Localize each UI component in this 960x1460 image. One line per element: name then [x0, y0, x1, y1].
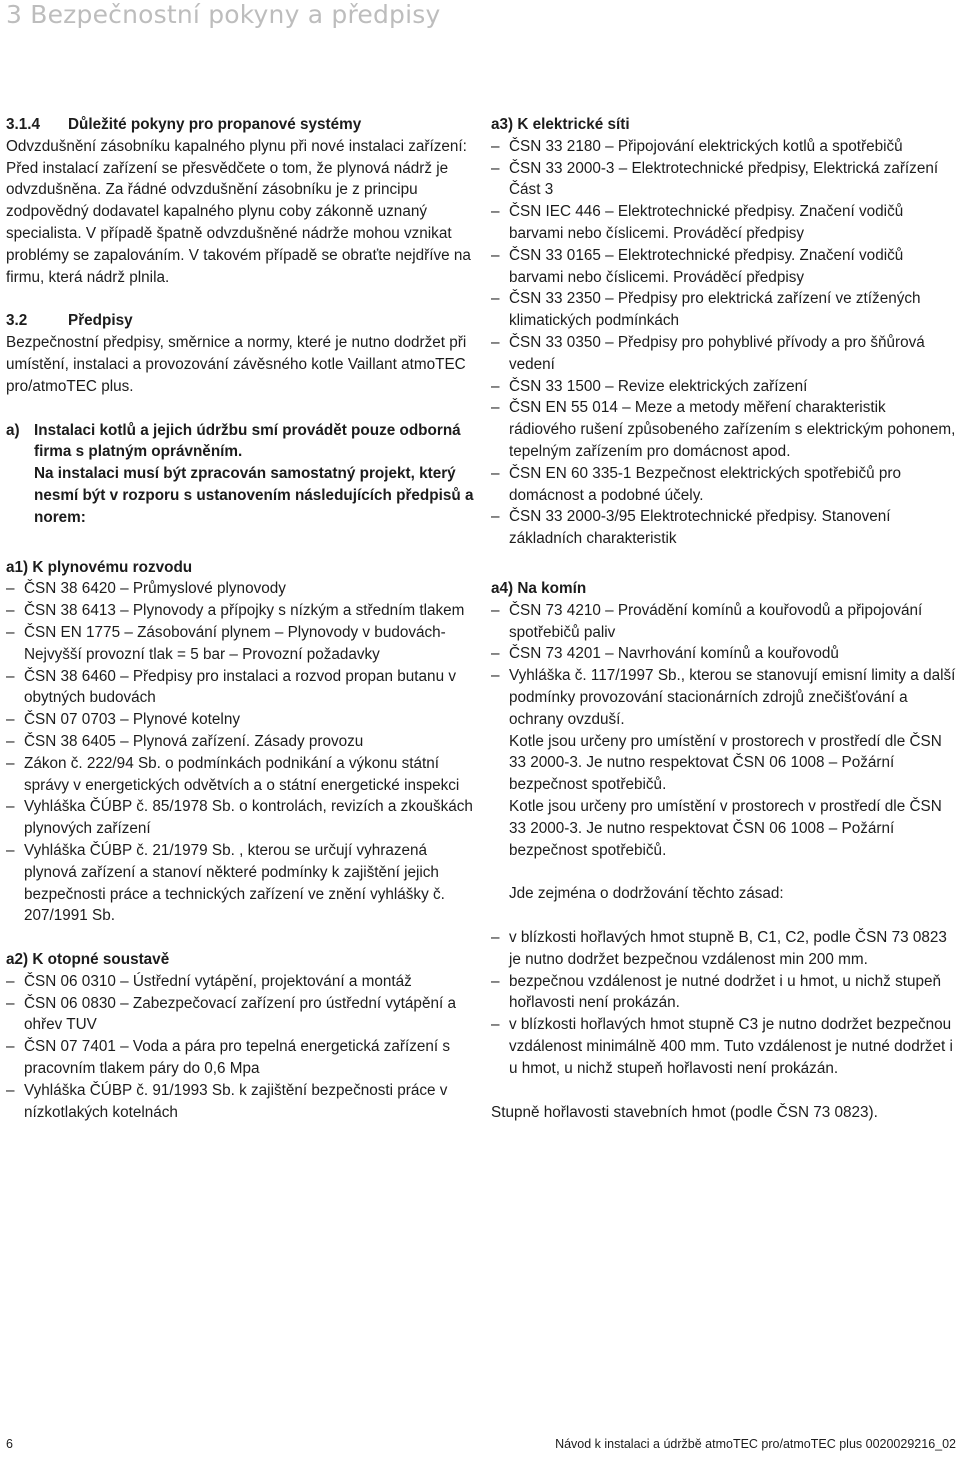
- principles-list: [491, 927, 956, 1080]
- list-item: – Vyhláška ČÚBP č. 21/1979 Sb. , kterou se určují vyhrazená plynová zařízení a stanoví některé podmínky k zajištění jejich bezpečnosti práce a technických zařízení ve znění vyhlášky č. 207/1991 Sb.: [6, 841, 445, 925]
- list-item: – ČSN 33 2180 – Připojování elektrických kotlů a spotřebičů: [491, 137, 903, 155]
- alert-block: [6, 420, 476, 529]
- list-item: – v blízkosti hořlavých hmot stupně C3 je nutno dodržet bezpečnou vzdálenost minimálně 400 mm. Tuto vzdálenost je nutné dodržet i u hmot, u nichž stupeň hořlavosti není prokázán.: [491, 1016, 953, 1077]
- section-title: Předpisy: [68, 312, 133, 330]
- a3-list: [491, 136, 956, 550]
- list-item: – v blízkosti hořlavých hmot stupně B, C1, C2, podle ČSN 73 0823 je nutno dodržet bezpečnou vzdálenost min 200 mm.: [491, 929, 947, 968]
- section-title: Důležité pokyny pro propanové systémy: [68, 116, 362, 133]
- list-item: – ČSN 38 6420 – Průmyslové plynovody: [6, 580, 286, 598]
- list-item: – ČSN 06 0310 – Ústřední vytápění, projektování a montáž: [6, 972, 412, 990]
- section-number: 3.2: [6, 312, 28, 330]
- section-3-2-body: Bezpečnostní předpisy, směrnice a normy, které je nutno dodržet při umístění, instalaci a provozování závěsného kotle Vaillant atmoTEC pro/atmoTEC plus.: [6, 334, 467, 395]
- list-item: – ČSN 33 0350 – Předpisy pro pohyblivé přívody a pro šňůrová vedení: [491, 333, 925, 373]
- list-item: – ČSN IEC 446 – Elektrotechnické předpisy. Značení vodičů barvami nebo číslicemi. Prováděcí předpisy: [491, 203, 904, 242]
- list-item: – ČSN 38 6413 – Plynovody a přípojky s nízkým a středním tlakem: [6, 602, 465, 620]
- alert-line-2: Na instalaci musí být zpracován samostatný projekt, který nesmí být v rozporu s ustanovením následujících předpisů a norem:: [34, 465, 474, 526]
- list-item: – ČSN 06 0830 – Zabezpečovací zařízení pro ústřední vytápění a ohřev TUV: [6, 994, 456, 1034]
- alert-label: a): [6, 421, 20, 439]
- list-item: – ČSN 07 0703 – Plynové kotelny: [6, 711, 240, 729]
- page-header-title: 3 Bezpečnostní pokyny a předpisy: [6, 0, 441, 29]
- list-item: – Zákon č. 222/94 Sb. o podmínkách podnikání a výkonu státní správy v energetických odvětvích a o státní energetické inspekci: [6, 754, 460, 794]
- list-item: – ČSN 07 7401 – Voda a pára pro tepelná energetická zařízení s pracovním tlakem páry do 0,6 Mpa: [6, 1038, 451, 1078]
- a4-note-1: Kotle jsou určeny pro umístění v prostorech v prostředí dle ČSN 33 2000-3. Je nutno respektovat ČSN 06 1008 – Požární bezpečnost spotřebičů.: [509, 732, 942, 794]
- list-item: – ČSN EN 1775 – Zásobování plynem – Plynovody v budovách- Nejvyšší provozní tlak = 5 bar – Provozní požadavky: [6, 623, 446, 663]
- list-item: – ČSN EN 55 014 – Meze a metody měření charakteristik rádiového rušení způsobeného zařízením s elektrickým pohonem, tepelným zařízením pro domácnost apod.: [491, 399, 956, 460]
- alert-line-1: Instalaci kotlů a jejich údržbu smí provádět pouze odborná firma s platným oprávněním.: [34, 421, 461, 461]
- a4-note-2: Kotle jsou určeny pro umístění v prostorech v prostředí dle ČSN 33 2000-3. Je nutno respektovat ČSN 06 1008 – Požární bezpečnost spotřebičů.: [509, 797, 942, 859]
- list-item: – ČSN 38 6405 – Plynová zařízení. Zásady provozu: [6, 732, 364, 750]
- list-item: – ČSN EN 60 335-1 Bezpečnost elektrických spotřebičů pro domácnost a podobné účely.: [491, 464, 901, 504]
- footer-doc-ref: Návod k instalaci a údržbě atmoTEC pro/atmoTEC plus 0020029216_02: [555, 1437, 956, 1451]
- list-item: – ČSN 33 0165 – Elektrotechnické předpisy. Značení vodičů barvami nebo číslicemi. Prováděcí předpisy: [491, 246, 904, 286]
- list-item: – ČSN 33 2350 – Předpisy pro elektrická zařízení ve ztížených klimatických podmínkách: [491, 290, 921, 330]
- section-3-1-4-subtitle: Odvzdušnění zásobníku kapalného plynu při nové instalaci zařízení:: [6, 137, 467, 155]
- a3-section: [491, 114, 956, 550]
- a4-list: [491, 600, 956, 731]
- principles-intro: Jde zejména o dodržování těchto zásad:: [509, 885, 784, 903]
- list-item: – bezpečnou vzdálenost je nutné dodržet i u hmot, u nichž stupeň hořlavosti není prokázán.: [491, 972, 941, 1012]
- a4-section: [491, 578, 956, 1124]
- list-item: – ČSN 73 4210 – Provádění komínů a kouřovodů a připojování spotřebičů paliv: [491, 601, 923, 641]
- list-item: – ČSN 33 2000-3/95 Elektrotechnické předpisy. Stanovení základních charakteristik: [491, 508, 891, 548]
- a2-section: [6, 949, 476, 1123]
- section-number: 3.1.4: [6, 116, 41, 133]
- left-column: [6, 114, 476, 1123]
- list-item: – ČSN 73 4201 – Navrhování komínů a kouřovodů: [491, 645, 839, 663]
- section-3-2: [6, 310, 476, 397]
- a4-closing: Stupně hořlavosti stavebních hmot (podle ČSN 73 0823).: [491, 1103, 878, 1121]
- a2-title: a2) K otopné soustavě: [6, 951, 170, 969]
- a2-list: [6, 971, 476, 1124]
- section-3-1-4-heading: [6, 114, 476, 136]
- section-3-1-4: [6, 114, 476, 288]
- section-3-2-heading: [6, 310, 476, 332]
- list-item: – ČSN 33 2000-3 – Elektrotechnické předpisy, Elektrická zařízení Část 3: [491, 159, 939, 199]
- list-item: – Vyhláška ČÚBP č. 91/1993 Sb. k zajištění bezpečnosti práce v nízkotlakých kotelnách: [6, 1081, 448, 1121]
- a1-title: a1) K plynovému rozvodu: [6, 558, 193, 576]
- list-item: – Vyhláška ČÚBP č. 85/1978 Sb. o kontrolách, revizích a zkouškách plynových zařízení: [6, 798, 473, 838]
- list-item: – Vyhláška č. 117/1997 Sb., kterou se stanovují emisní limity a další podmínky provozování stacionárních zdrojů znečišťování a ochrany ovzduší.: [491, 667, 956, 728]
- list-item: – ČSN 38 6460 – Předpisy pro instalaci a rozvod propan butanu v obytných budovách: [6, 667, 456, 707]
- page-number: 6: [6, 1437, 13, 1451]
- a1-list: [6, 578, 476, 927]
- a4-title: a4) Na komín: [491, 579, 587, 597]
- a3-title: a3) K elektrické síti: [491, 116, 630, 133]
- section-3-1-4-body: Před instalací zařízení se přesvědčete o tom, že plynová nádrž je odvzdušněna. Za řádné odvzdušnění zásobníku je z principu zodpovědný dodavatel kapalného plynu coby zákonně uznaný specialista. V případě špatně odvzdušněné nádrže mohou vznikat problémy se zapalováním. V takovém případě se obraťte nejdříve na firmu, která nádrž plnila.: [6, 159, 471, 286]
- list-item: – ČSN 33 1500 – Revize elektrických zařízení: [491, 377, 808, 395]
- a1-section: [6, 557, 476, 928]
- right-column: [491, 114, 956, 1123]
